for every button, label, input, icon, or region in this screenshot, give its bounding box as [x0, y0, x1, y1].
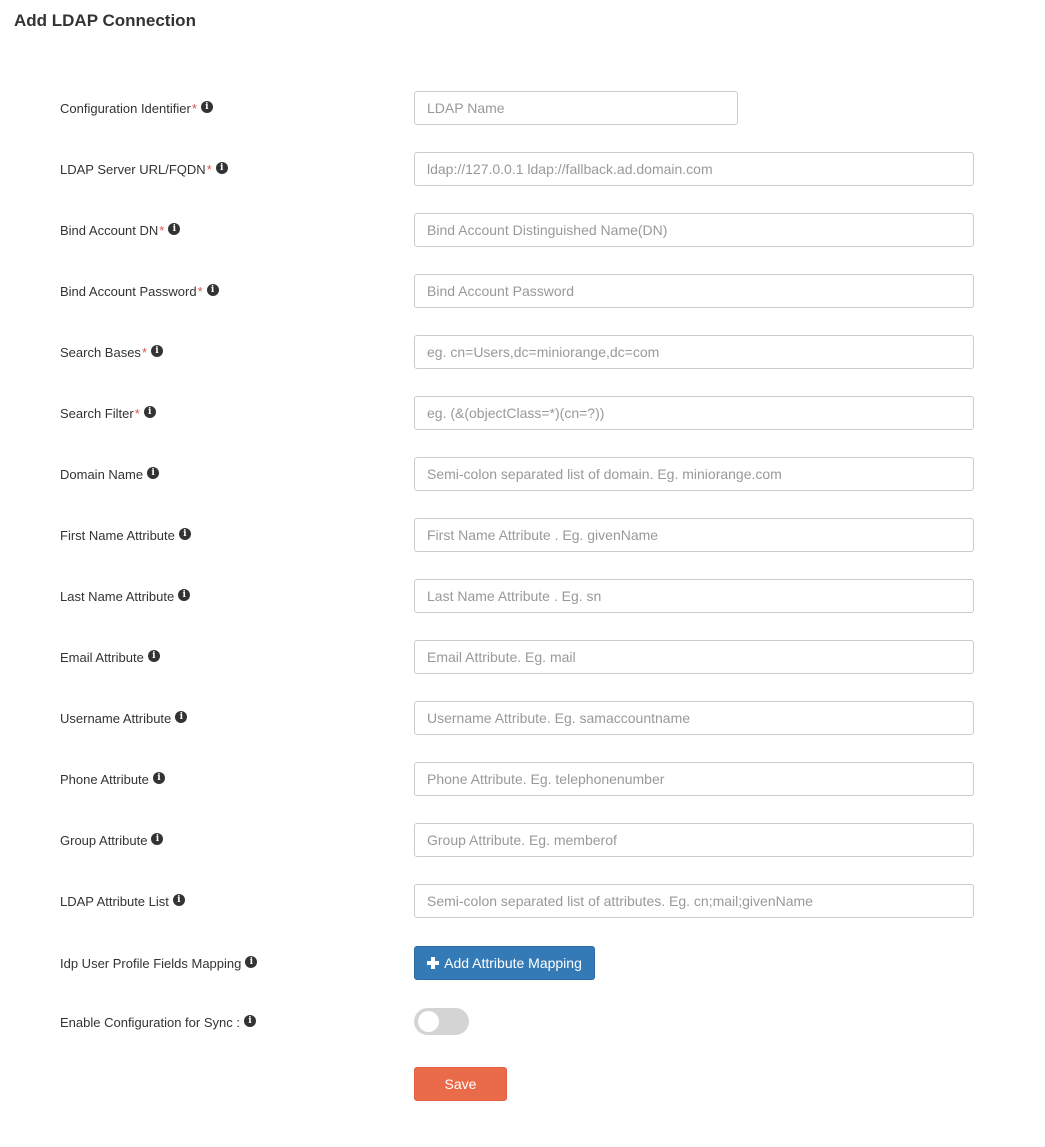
bind-account-password-input[interactable] [414, 274, 974, 308]
required-marker: * [159, 222, 165, 238]
info-icon[interactable]: i [148, 650, 160, 662]
field-row-search-filter [0, 396, 1045, 430]
info-icon[interactable]: i [179, 528, 191, 540]
add-attribute-mapping-button[interactable] [414, 946, 595, 980]
field-row-last-name-attribute [0, 579, 1045, 613]
field-row-email-attribute [0, 640, 1045, 674]
field-label [60, 579, 190, 613]
required-marker: * [191, 100, 197, 116]
first-name-attribute-input[interactable] [414, 518, 974, 552]
ldap-server-url-input[interactable] [414, 152, 974, 186]
field-label [60, 396, 156, 430]
field-label [60, 152, 228, 186]
field-label-text: Enable Configuration for Sync : [60, 1014, 240, 1030]
field-label [60, 884, 185, 918]
field-row-phone-attribute [0, 762, 1045, 796]
required-marker: * [206, 161, 212, 177]
field-row-first-name-attribute [0, 518, 1045, 552]
field-label-text: LDAP Server URL/FQDN [60, 161, 206, 177]
field-row-domain-name [0, 457, 1045, 491]
field-row-configuration-identifier [0, 91, 1045, 125]
field-label [60, 640, 160, 674]
info-icon[interactable]: i [216, 162, 228, 174]
field-label-text: Group Attribute [60, 832, 148, 848]
plus-icon [427, 957, 439, 969]
field-label [60, 213, 180, 247]
info-icon[interactable]: i [207, 284, 219, 296]
last-name-attribute-input[interactable] [414, 579, 974, 613]
enable-sync-toggle[interactable] [414, 1008, 469, 1035]
group-attribute-input[interactable] [414, 823, 974, 857]
field-label [60, 823, 163, 857]
info-icon[interactable]: i [201, 101, 213, 113]
field-label [60, 946, 257, 980]
field-label-text: Last Name Attribute [60, 588, 175, 604]
field-label-text: First Name Attribute [60, 527, 175, 543]
field-label-text: Phone Attribute [60, 771, 149, 787]
field-row-username-attribute [0, 701, 1045, 735]
search-filter-input[interactable] [414, 396, 974, 430]
field-row-bind-account-dn [0, 213, 1045, 247]
field-label-text: Email Attribute [60, 649, 144, 665]
field-label [60, 335, 163, 369]
field-label-text: Bind Account DN [60, 222, 159, 238]
info-icon[interactable]: i [147, 467, 159, 479]
field-label-text: Bind Account Password [60, 283, 197, 299]
domain-name-input[interactable] [414, 457, 974, 491]
info-icon[interactable]: i [153, 772, 165, 784]
bind-account-dn-input[interactable] [414, 213, 974, 247]
page-title: Add LDAP Connection [14, 11, 196, 30]
configuration-identifier-input[interactable] [414, 91, 738, 125]
required-marker: * [141, 344, 147, 360]
field-row-profile-mapping [0, 946, 1045, 980]
field-label-text: Search Bases [60, 344, 141, 360]
field-label-text: Idp User Profile Fields Mapping [60, 955, 242, 971]
save-button[interactable]: Save [414, 1067, 507, 1101]
info-icon[interactable]: i [245, 956, 257, 968]
field-label-text: Username Attribute [60, 710, 172, 726]
field-label [60, 457, 159, 491]
field-label [60, 701, 187, 735]
field-label-text: Search Filter [60, 405, 134, 421]
info-icon[interactable]: i [244, 1015, 256, 1027]
field-row-search-bases [0, 335, 1045, 369]
field-row-enable-sync [0, 1005, 1045, 1039]
field-label [60, 274, 219, 308]
field-row-bind-account-password [0, 274, 1045, 308]
add-attribute-mapping-label: Add Attribute Mapping [444, 955, 582, 971]
username-attribute-input[interactable] [414, 701, 974, 735]
field-row-group-attribute [0, 823, 1045, 857]
search-bases-input[interactable] [414, 335, 974, 369]
field-label-text: LDAP Attribute List [60, 893, 169, 909]
field-row-ldap-server-url [0, 152, 1045, 186]
info-icon[interactable]: i [151, 345, 163, 357]
field-label [60, 762, 165, 796]
field-label-text: Configuration Identifier [60, 100, 191, 116]
required-marker: * [197, 283, 203, 299]
required-marker: * [134, 405, 140, 421]
email-attribute-input[interactable] [414, 640, 974, 674]
field-label [60, 518, 191, 552]
ldap-attribute-list-input[interactable] [414, 884, 974, 918]
field-row-ldap-attribute-list [0, 884, 1045, 918]
info-icon[interactable]: i [175, 711, 187, 723]
phone-attribute-input[interactable] [414, 762, 974, 796]
field-label [60, 1005, 256, 1039]
info-icon[interactable]: i [144, 406, 156, 418]
info-icon[interactable]: i [151, 833, 163, 845]
toggle-knob [418, 1011, 439, 1032]
info-icon[interactable]: i [178, 589, 190, 601]
info-icon[interactable]: i [173, 894, 185, 906]
field-label [60, 91, 213, 125]
info-icon[interactable]: i [168, 223, 180, 235]
field-label-text: Domain Name [60, 466, 144, 482]
